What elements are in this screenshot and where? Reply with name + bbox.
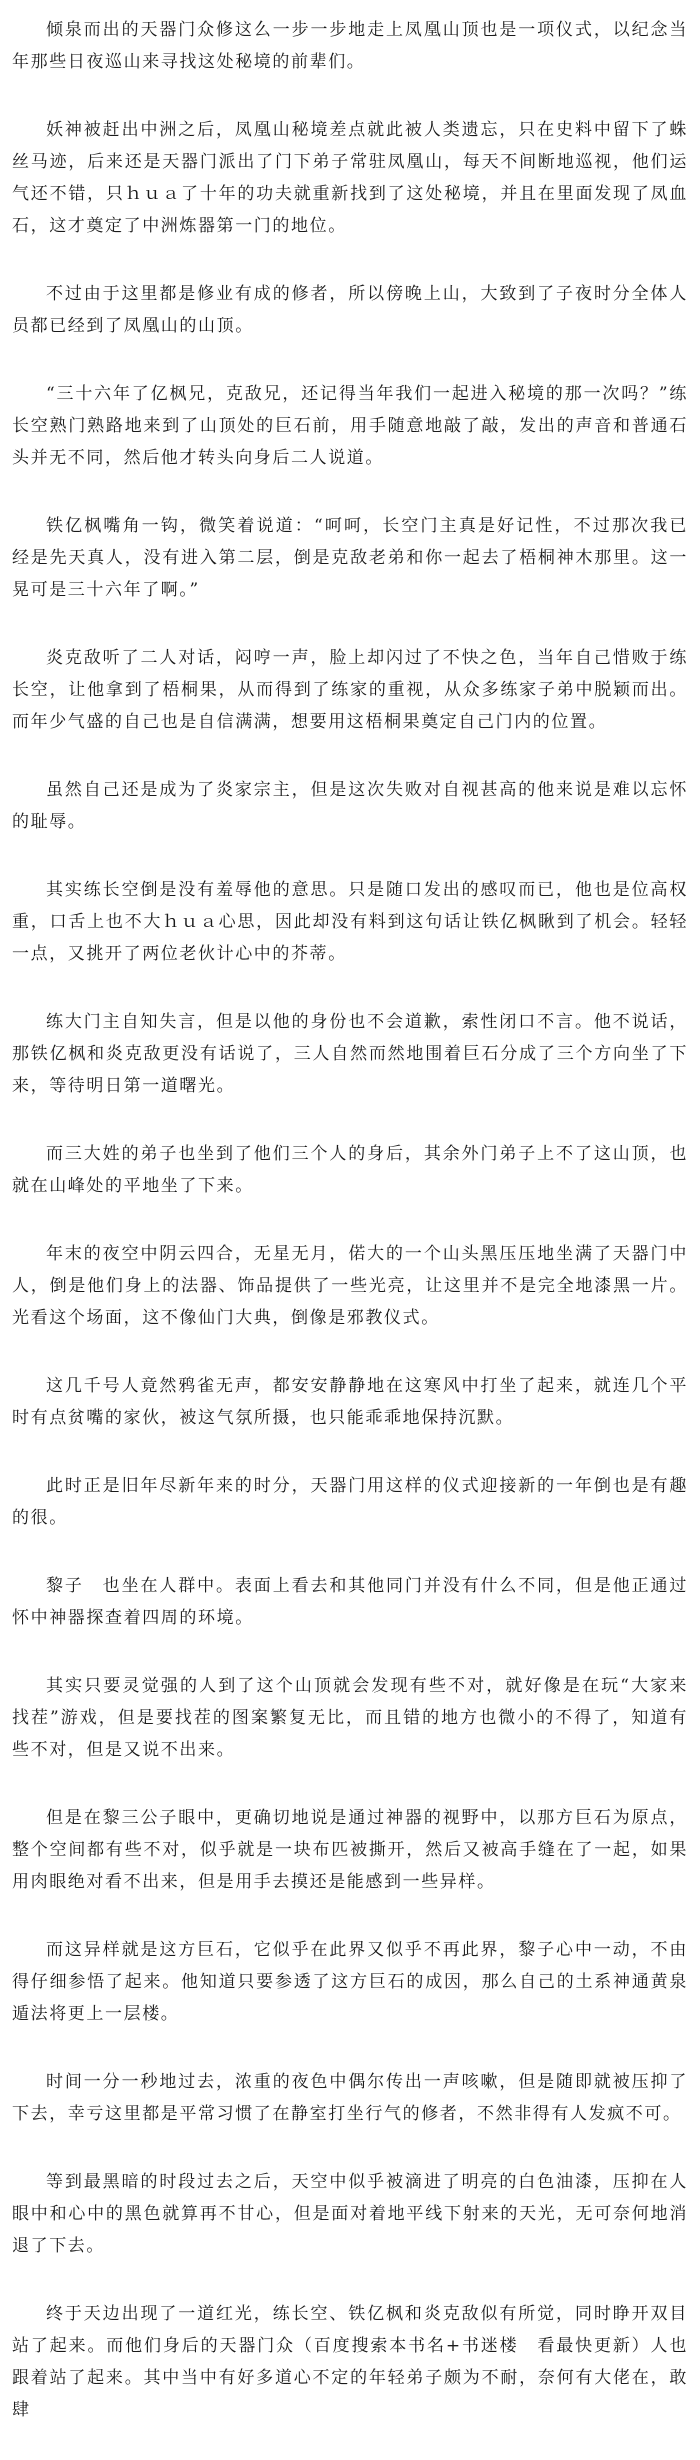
paragraph: 这几千号人竟然鸦雀无声，都安安静静地在这寒风中打坐了起来，就连几个平时有点贫嘴的家伙，被这气氛所摄，也只能乖乖地保持沉默。: [12, 1376, 688, 1428]
paragraph: 终于天边出现了一道红光，练长空、铁亿枫和炎克敌似有所觉，同时睁开双目站了起来。而他们身后的天器门众（百度搜索本书名+书迷楼 看最快更新）人也跟着站了起来。其中当中有好多道心不定的年轻弟子颇为不耐，奈何有大佬在，敢肆: [12, 2304, 688, 2420]
paragraph: 而三大姓的弟子也坐到了他们三个人的身后，其余外门弟子上不了这山顶，也就在山峰处的平地坐了下来。: [12, 1144, 688, 1196]
paragraph: 此时正是旧年尽新年来的时分，天器门用这样的仪式迎接新的一年倒也是有趣的很。: [12, 1476, 688, 1528]
paragraph: 年末的夜空中阴云四合，无星无月，偌大的一个山头黑压压地坐满了天器门中人，倒是他们身上的法器、饰品提供了一些光亮，让这里并不是完全地漆黑一片。光看这个场面，这不像仙门大典，倒像是邪教仪式。: [12, 1244, 688, 1328]
paragraph: 炎克敌听了二人对话，闷哼一声，脸上却闪过了不快之色，当年自己惜败于练长空，让他拿到了梧桐果，从而得到了练家的重视，从众多练家子弟中脱颖而出。而年少气盛的自己也是自信满满，想要用这梧桐果奠定自己门内的位置。: [12, 648, 688, 732]
paragraph: 而这异样就是这方巨石，它似乎在此界又似乎不再此界，黎子心中一动，不由得仔细参悟了起来。他知道只要参透了这方巨石的成因，那么自己的土系神通黄泉遁法将更上一层楼。: [12, 1940, 688, 2024]
paragraph: 时间一分一秒地过去，浓重的夜色中偶尔传出一声咳嗽，但是随即就被压抑了下去，幸亏这里都是平常习惯了在静室打坐行气的修者，不然非得有人发疯不可。: [12, 2072, 688, 2124]
paragraph: 练大门主自知失言，但是以他的身份也不会道歉，索性闭口不言。他不说话，那铁亿枫和炎克敌更没有话说了，三人自然而然地围着巨石分成了三个方向坐了下来，等待明日第一道曙光。: [12, 1012, 688, 1096]
paragraph: 黎子 也坐在人群中。表面上看去和其他同门并没有什么不同，但是他正通过怀中神器探查着四周的环境。: [12, 1576, 688, 1628]
paragraph: 虽然自己还是成为了炎家宗主，但是这次失败对自视甚高的他来说是难以忘怀的耻辱。: [12, 780, 688, 832]
paragraph: 但是在黎三公子眼中，更确切地说是通过神器的视野中，以那方巨石为原点，整个空间都有些不对，似乎就是一块布匹被撕开，然后又被高手缝在了一起，如果用肉眼绝对看不出来，但是用手去摸还是能感到一些异样。: [12, 1808, 688, 1892]
paragraph: 其实练长空倒是没有羞辱他的意思。只是随口发出的感叹而已，他也是位高权重，口舌上也不大ｈｕａ心思，因此却没有料到这句话让铁亿枫瞅到了机会。轻轻一点，又挑开了两位老伙计心中的芥蒂。: [12, 880, 688, 964]
paragraph: 等到最黑暗的时段过去之后，天空中似乎被滴进了明亮的白色油漆，压抑在人眼中和心中的黑色就算再不甘心，但是面对着地平线下射来的天光，无可奈何地消退了下去。: [12, 2172, 688, 2256]
paragraph: 不过由于这里都是修业有成的修者，所以傍晚上山，大致到了子夜时分全体人员都已经到了凤凰山的山顶。: [12, 284, 688, 336]
paragraph: “三十六年了亿枫兄，克敌兄，还记得当年我们一起进入秘境的那一次吗？”练长空熟门熟路地来到了山顶处的巨石前，用手随意地敲了敲，发出的声音和普通石头并无不同，然后他才转头向身后二人说道。: [12, 384, 688, 468]
paragraph: 倾泉而出的天器门众修这么一步一步地走上凤凰山顶也是一项仪式，以纪念当年那些日夜巡山来寻找这处秘境的前辈们。: [12, 20, 688, 72]
paragraph: 铁亿枫嘴角一钩，微笑着说道：“呵呵，长空门主真是好记性，不过那次我已经是先天真人，没有进入第二层，倒是克敌老弟和你一起去了梧桐神木那里。这一晃可是三十六年了啊。”: [12, 516, 688, 600]
paragraph: 妖神被赶出中洲之后，凤凰山秘境差点就此被人类遗忘，只在史料中留下了蛛丝马迹，后来还是天器门派出了门下弟子常驻凤凰山，每天不间断地巡视，他们运气还不错，只ｈｕａ了十年的功夫就重新找到了这处秘境，并且在里面发现了凤血石，这才奠定了中洲炼器第一门的地位。: [12, 120, 688, 236]
paragraph: 其实只要灵觉强的人到了这个山顶就会发现有些不对，就好像是在玩“大家来找茬”游戏，但是要找茬的图案繁复无比，而且错的地方也微小的不得了，知道有些不对，但是又说不出来。: [12, 1676, 688, 1760]
